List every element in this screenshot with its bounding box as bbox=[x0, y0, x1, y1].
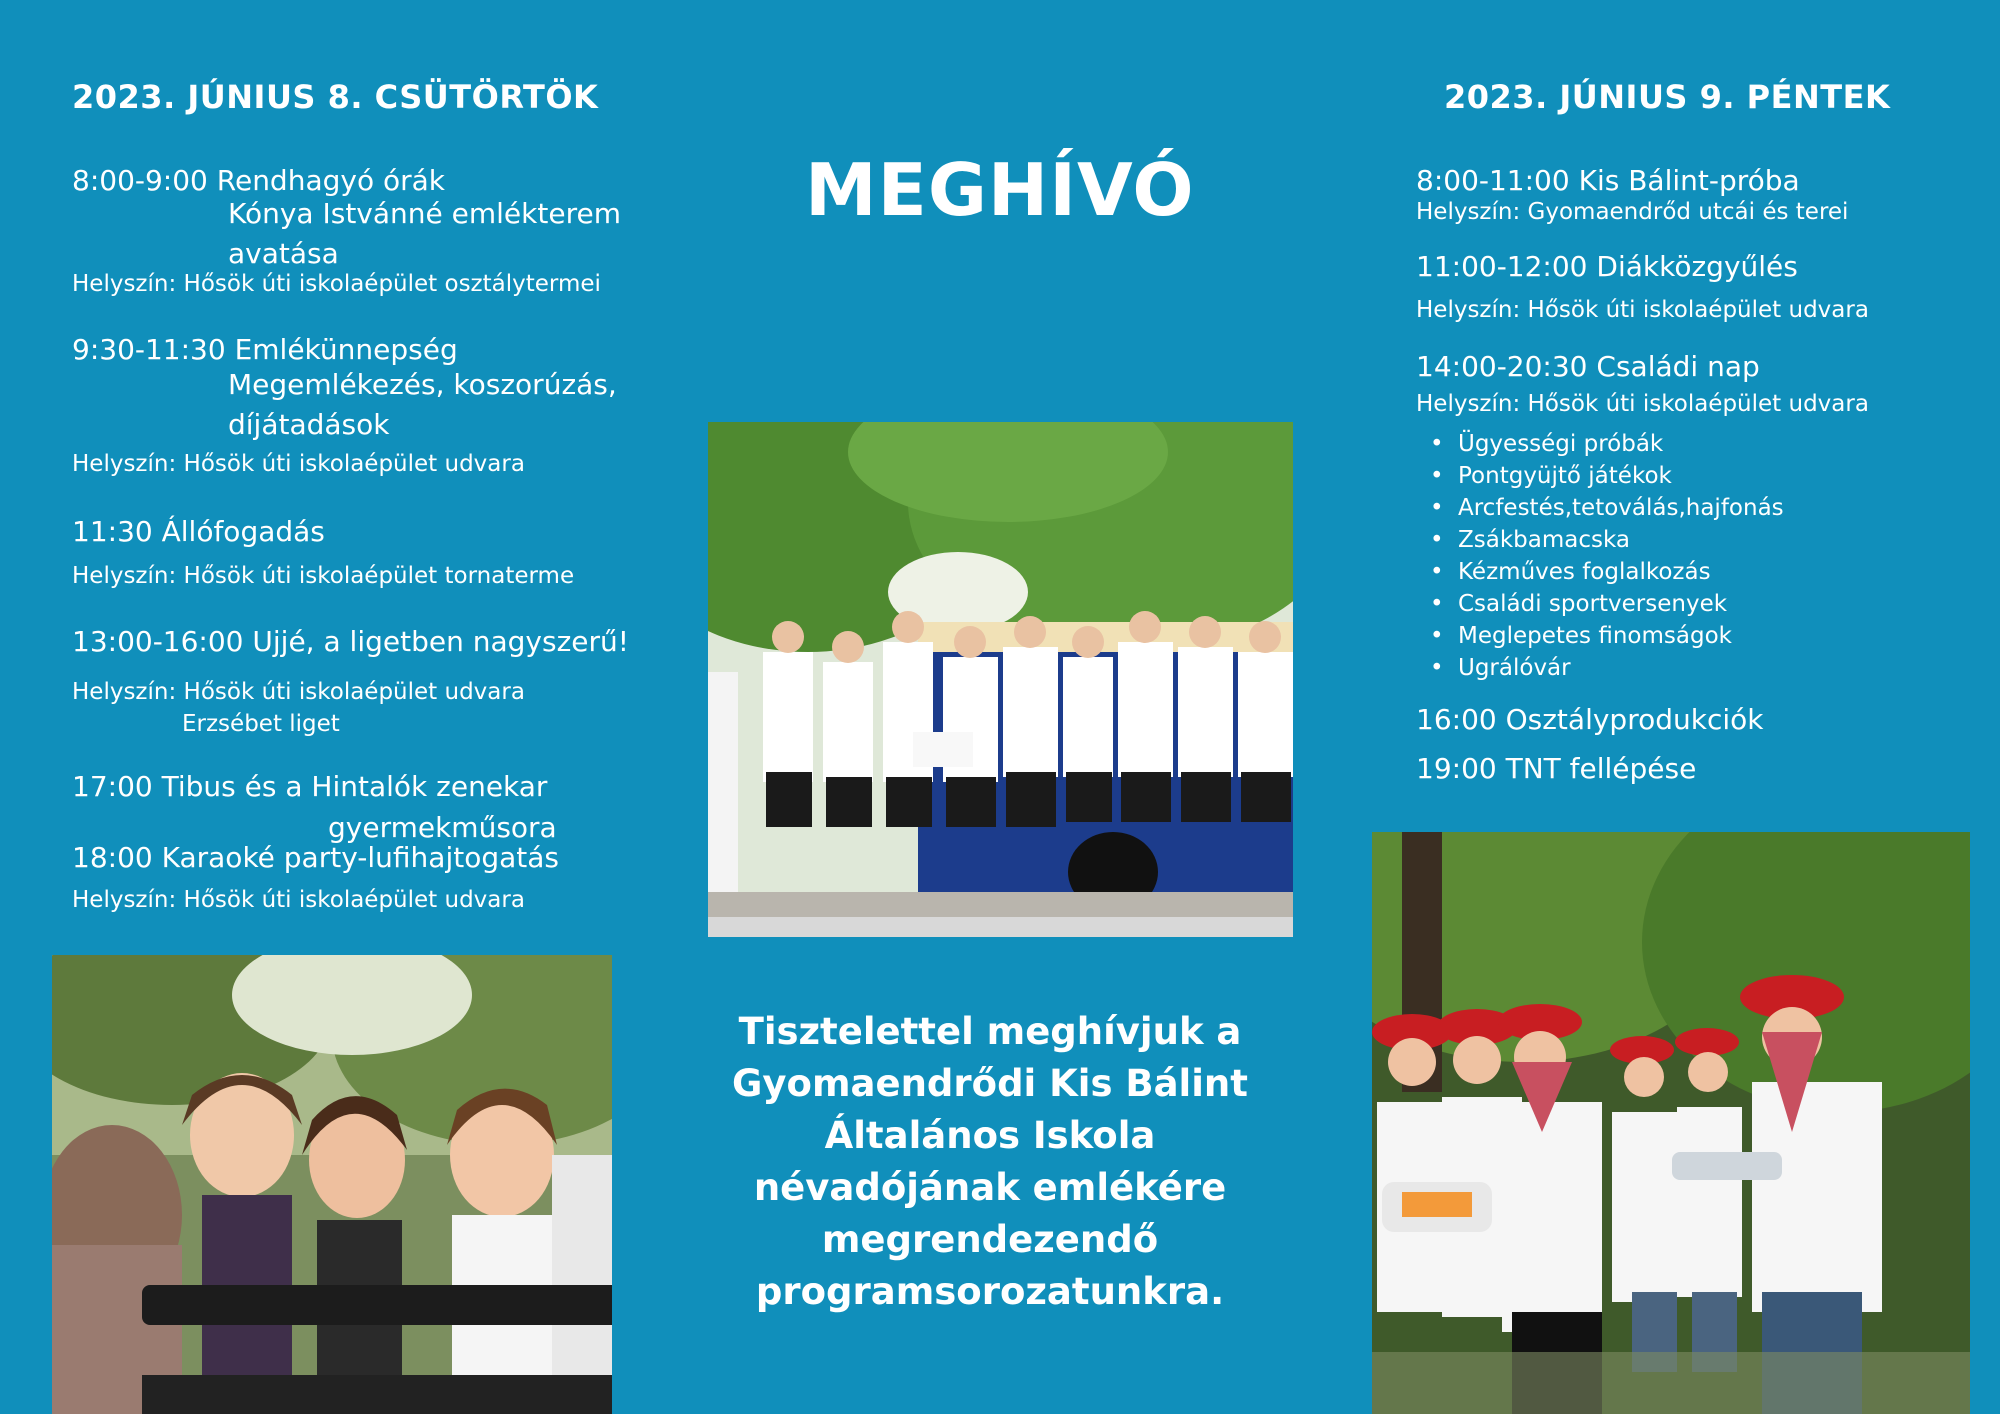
activity-item: • Kézműves foglalkozás bbox=[1458, 556, 1784, 588]
event-location: Helyszín: Hősök úti iskolaépület udvara bbox=[1416, 391, 1869, 417]
day2-event-4 bbox=[1416, 700, 1763, 740]
event-title: Emlékünnepség bbox=[234, 333, 458, 366]
event-location: Helyszín: Hősök úti iskolaépület udvara bbox=[72, 887, 525, 913]
activity-item: • Pontgyüjtő játékok bbox=[1458, 460, 1784, 492]
activity-item: • Meglepetes finomságok bbox=[1458, 620, 1784, 652]
event-title: Rendhagyó órák bbox=[216, 164, 446, 197]
activity-item: • Arcfestés,tetoválás,hajfonás bbox=[1458, 492, 1784, 524]
day1-event-4 bbox=[72, 622, 629, 662]
event-time: 18:00 bbox=[72, 841, 153, 874]
event-time: 17:00 bbox=[72, 770, 153, 803]
event-location: Helyszín: Hősök úti iskolaépület tornaterme bbox=[72, 563, 575, 589]
day1-date: 2023. JÚNIUS 8. CSÜTÖRTÖK bbox=[72, 78, 599, 116]
activity-item: • Ügyességi próbák bbox=[1458, 428, 1784, 460]
activity-item: • Ugrálóvár bbox=[1458, 652, 1784, 684]
day2-date: 2023. JÚNIUS 9. PÉNTEK bbox=[1444, 78, 1891, 116]
invitation-line: Általános Iskola bbox=[824, 1114, 1156, 1157]
event-title: Kis Bálint-próba bbox=[1578, 164, 1800, 197]
event-title: Ujjé, a ligetben nagyszerű! bbox=[252, 625, 629, 658]
invitation-text bbox=[690, 1006, 1290, 1318]
event-location-extra: Erzsébet liget bbox=[182, 711, 340, 737]
event-location: Helyszín: Gyomaendrőd utcái és terei bbox=[1416, 199, 1849, 225]
event-time: 14:00-20:30 bbox=[1416, 350, 1588, 383]
day1-event-5 bbox=[72, 767, 547, 807]
event-location: Helyszín: Hősök úti iskolaépület osztálytermei bbox=[72, 271, 601, 297]
event-title: Állófogadás bbox=[161, 515, 325, 548]
event-time: 9:30-11:30 bbox=[72, 333, 226, 366]
activity-item: • Zsákbamacska bbox=[1458, 524, 1784, 556]
event-title: Diákközgyűlés bbox=[1596, 250, 1798, 283]
day2-event-5 bbox=[1416, 749, 1696, 789]
event-location: Helyszín: Hősök úti iskolaépület udvara bbox=[72, 451, 525, 477]
invitation-line: programsorozatunkra. bbox=[755, 1270, 1225, 1313]
event-title: Tibus és a Hintalók zenekar bbox=[161, 770, 548, 803]
day1-event-3 bbox=[72, 512, 325, 552]
event-time: 13:00-16:00 bbox=[72, 625, 244, 658]
event-time: 19:00 bbox=[1416, 752, 1497, 785]
event-time: 8:00-9:00 bbox=[72, 164, 208, 197]
event-title: Családi nap bbox=[1596, 350, 1760, 383]
event-title: Osztályprodukciók bbox=[1505, 703, 1764, 736]
event-subline: gyermekműsora bbox=[328, 811, 557, 844]
event-title: TNT fellépése bbox=[1505, 752, 1697, 785]
event-location: Helyszín: Hősök úti iskolaépület udvara bbox=[1416, 297, 1869, 323]
event-time: 8:00-11:00 bbox=[1416, 164, 1570, 197]
event-subline: díjátadások bbox=[228, 408, 390, 441]
event-subline: avatása bbox=[228, 237, 339, 270]
event-time: 16:00 bbox=[1416, 703, 1497, 736]
invitation-line: névadójának emlékére bbox=[753, 1166, 1227, 1209]
event-time: 11:30 bbox=[72, 515, 153, 548]
photo-children-ride bbox=[52, 955, 612, 1414]
event-location: Helyszín: Hősök úti iskolaépület udvara bbox=[72, 679, 525, 705]
page-title: MEGHÍVÓ bbox=[805, 148, 1195, 232]
invitation-line: Gyomaendrődi Kis Bálint bbox=[732, 1062, 1248, 1105]
activity-item: • Családi sportversenyek bbox=[1458, 588, 1784, 620]
day2-event-2 bbox=[1416, 247, 1798, 287]
invitation-line: megrendezendő bbox=[821, 1218, 1159, 1261]
day2-event-3 bbox=[1416, 347, 1760, 387]
photo-kids-performance bbox=[1372, 832, 1970, 1414]
event-subline: Kónya Istvánné emlékterem bbox=[228, 197, 621, 230]
day1-event-6 bbox=[72, 838, 559, 878]
day1-event-2 bbox=[72, 330, 458, 370]
family-day-activities bbox=[1412, 428, 1784, 684]
event-subline: Megemlékezés, koszorúzás, bbox=[228, 368, 617, 401]
event-title: Karaoké party-lufihajtogatás bbox=[161, 841, 559, 874]
photo-choir bbox=[708, 422, 1293, 937]
invitation-line: Tisztelettel meghívjuk a bbox=[738, 1010, 1242, 1053]
day2-event-1 bbox=[1416, 161, 1800, 201]
event-time: 11:00-12:00 bbox=[1416, 250, 1588, 283]
